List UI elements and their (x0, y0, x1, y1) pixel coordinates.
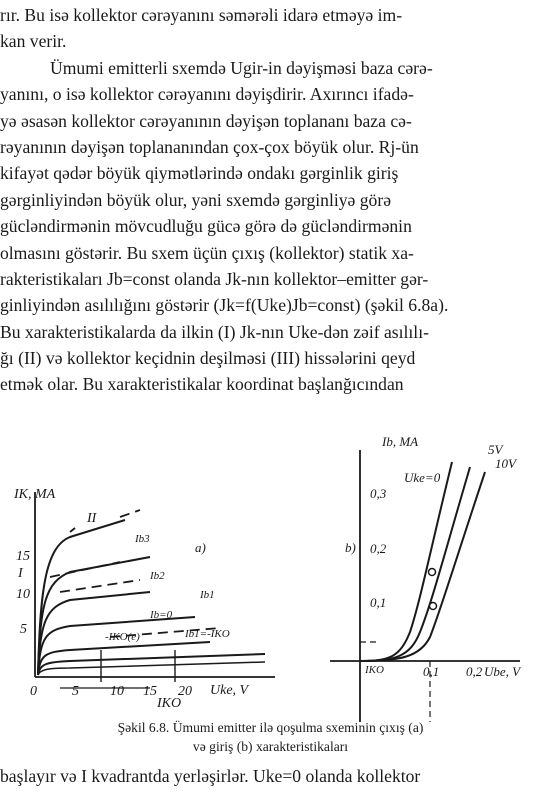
text-line-13: Bu xarakteristikalarda da ilkin (I) Jk-nın Uke-dən zəif asılılı- (0, 321, 429, 342)
panel-b-label: b) (345, 540, 356, 555)
text-line-14: ğı (II) və kollektor keçidnin deşilməsi (III) hissələrini qeyd (0, 348, 416, 369)
panel-b-xlabel: Ube, V (484, 664, 521, 679)
caption-line-1: Şəkil 6.8. Ümumi emitter ilə qoşulma sxeminin çıxış (a) (117, 720, 424, 735)
text-line-7: kifayət qədər böyük qiymətlərində ondakı gərginlik giriş (0, 163, 399, 184)
text-line-1: rır. Bu isə kollektor cərəyanını səmərəli idarə etməyə im- (0, 5, 403, 25)
text-line-5: yə əsasən kollektor cərəyanının dəyişən toplananı baza cə- (0, 110, 412, 131)
body-text (0, 2, 537, 398)
text-line-4: yanını, o isə kollektor cərəyanını dəyişdirir. Axırıncı ifadə- (0, 84, 414, 105)
figure-svg (0, 432, 541, 722)
panel-b-xtick-02: 0,2 (466, 664, 483, 679)
panel-a-ytick-5: 5 (20, 622, 27, 637)
caption-line-2: və giriş (b) xarakteristikaları (192, 739, 349, 754)
panel-b-ylabel: Ib, MA (382, 434, 419, 449)
panel-a-region-II: II (87, 511, 97, 526)
panel-a-xtick-10: 10 (110, 684, 124, 699)
panel-a-ytick-10: 10 (16, 587, 30, 602)
panel-a-xtick-15: 15 (143, 684, 157, 699)
figure-caption (0, 718, 541, 756)
panel-a-curve-ib1: Ib1 (200, 589, 215, 601)
panel-a-xtick-5: 5 (72, 684, 79, 699)
text-line-15: etmək olar. Bu xarakteristikalar koordinat başlanğıcından (0, 374, 404, 395)
text-line-3: Ümumi emitterli sxemdə Ugir-in dəyişməsi baza cərə- (50, 57, 433, 78)
panel-a-curve-ib3: Ib3 (135, 533, 150, 545)
text-line-10: olmasını göstərir. Bu sxem üçün çıxış (kollektor) statik xa- (0, 242, 414, 263)
panel-a-curve-ib2: Ib2 (150, 570, 165, 582)
panel-b-curve-10v: 10V (495, 456, 516, 471)
text-line-8: gərginliyindən böyük olur, yəni sxemdə gərginliyə görə (0, 189, 392, 210)
panel-a-iko-label: IKO (157, 696, 182, 711)
panel-b-iko-label: IKO (365, 664, 384, 676)
text-line-12: ginliyindən asılılığını göstərir (Jk=f(Uke)Jb=const) (şəkil 6.8a). (0, 295, 449, 316)
panel-a (35, 492, 275, 688)
text-line-2: kan verir. (0, 31, 67, 52)
figure-6-8 (0, 432, 541, 752)
panel-a-curve-iko-e: -IKO(e) (105, 631, 140, 643)
panel-a-ytick-15: 15 (16, 549, 30, 564)
text-line-6: rəyanının dəyişən toplananından çox-çox böyük olur. Rj-ün (0, 136, 419, 157)
panel-a-ylabel: IK, MA (14, 487, 56, 502)
panel-a-curve-ib0: Ib=0 (150, 609, 173, 621)
text-line-11: rakteristikaları Jb=const olanda Jk-nın kollektor–emitter gər- (0, 268, 429, 289)
panel-a-region-I: I (18, 566, 23, 581)
panel-a-label: a) (195, 540, 206, 555)
panel-b-ytick-01: 0,1 (370, 595, 387, 610)
text-line-9: gücləndirmənin mövcudluğu gücə görə də gücləndirmənin (0, 216, 412, 237)
panel-b (330, 450, 520, 722)
panel-b-curve-uke0: Uke=0 (404, 470, 441, 485)
panel-a-ytick-0: 0 (30, 684, 37, 699)
panel-b-xtick-01: 0,1 (423, 664, 440, 679)
panel-a-xtick-20: 20 (178, 684, 192, 699)
panel-a-curve-ib1-iko: Ib1=-IKO (185, 628, 230, 640)
panel-a-xlabel: Uke, V (210, 683, 249, 698)
text-line-bottom: başlayır və I kvadrantda yerləşirlər. Uke=0 olanda kollektor (0, 766, 421, 786)
panel-b-curve-5v: 5V (488, 442, 503, 457)
panel-b-ytick-02: 0,2 (370, 541, 387, 556)
panel-b-ytick-03: 0,3 (370, 486, 387, 501)
